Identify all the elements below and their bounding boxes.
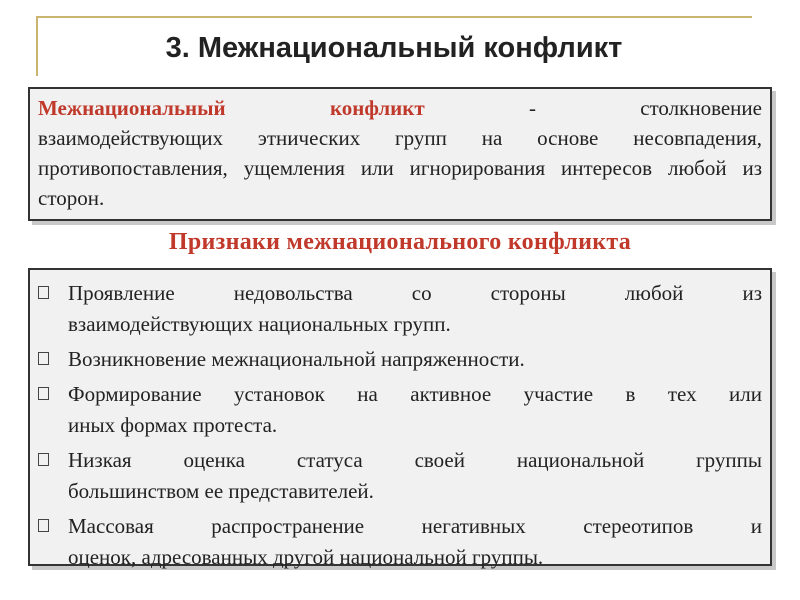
list-item (38, 379, 762, 441)
definition-first-line (38, 93, 762, 123)
signs-box (28, 268, 772, 569)
signs-list (38, 278, 762, 573)
definition-box (28, 87, 772, 221)
definition-text (38, 93, 762, 213)
list-item (38, 344, 762, 375)
definition-term-word-1: Межнациональный (38, 96, 226, 120)
list-item-text: Массовая распространение негативных стереотипов и (68, 514, 762, 538)
definition-first-word: столкновение (640, 96, 762, 120)
list-item-text-continued: взаимодействующих национальных групп. (68, 312, 451, 336)
list-item-text: Проявление недовольства со стороны любой из (68, 281, 762, 305)
title-rule-top (36, 16, 752, 18)
list-item-text-continued: большинством ее представителей. (68, 479, 374, 503)
list-item-text: Возникновение межнациональной напряженности. (68, 347, 525, 371)
list-item (38, 445, 762, 507)
slide-title: 3. Межнациональный конфликт (165, 32, 623, 64)
definition-dash: - (528, 96, 536, 120)
signs-heading: Признаки межнационального конфликта (168, 229, 632, 255)
list-item (38, 278, 762, 340)
square-bullet-icon (38, 286, 49, 299)
list-item (38, 511, 762, 573)
title-frame (36, 16, 752, 76)
square-bullet-icon (38, 352, 49, 365)
list-item-text-continued: оценок, адресованных другой национальной группы. (68, 545, 544, 569)
square-bullet-icon (38, 387, 49, 400)
definition-rest: взаимодействующих этнических групп на основе несовпадения, противопоставления, ущемления или игнорирования интересов любой из сторон. (38, 126, 762, 210)
list-item-text: Низкая оценка статуса своей национальной группы (68, 448, 762, 472)
definition-term-word-2: конфликт (329, 96, 425, 120)
list-item-text: Формирование установок на активное участие в тех или (68, 382, 762, 406)
square-bullet-icon (38, 519, 49, 532)
square-bullet-icon (38, 453, 49, 466)
list-item-text-continued: иных формах протеста. (68, 413, 278, 437)
